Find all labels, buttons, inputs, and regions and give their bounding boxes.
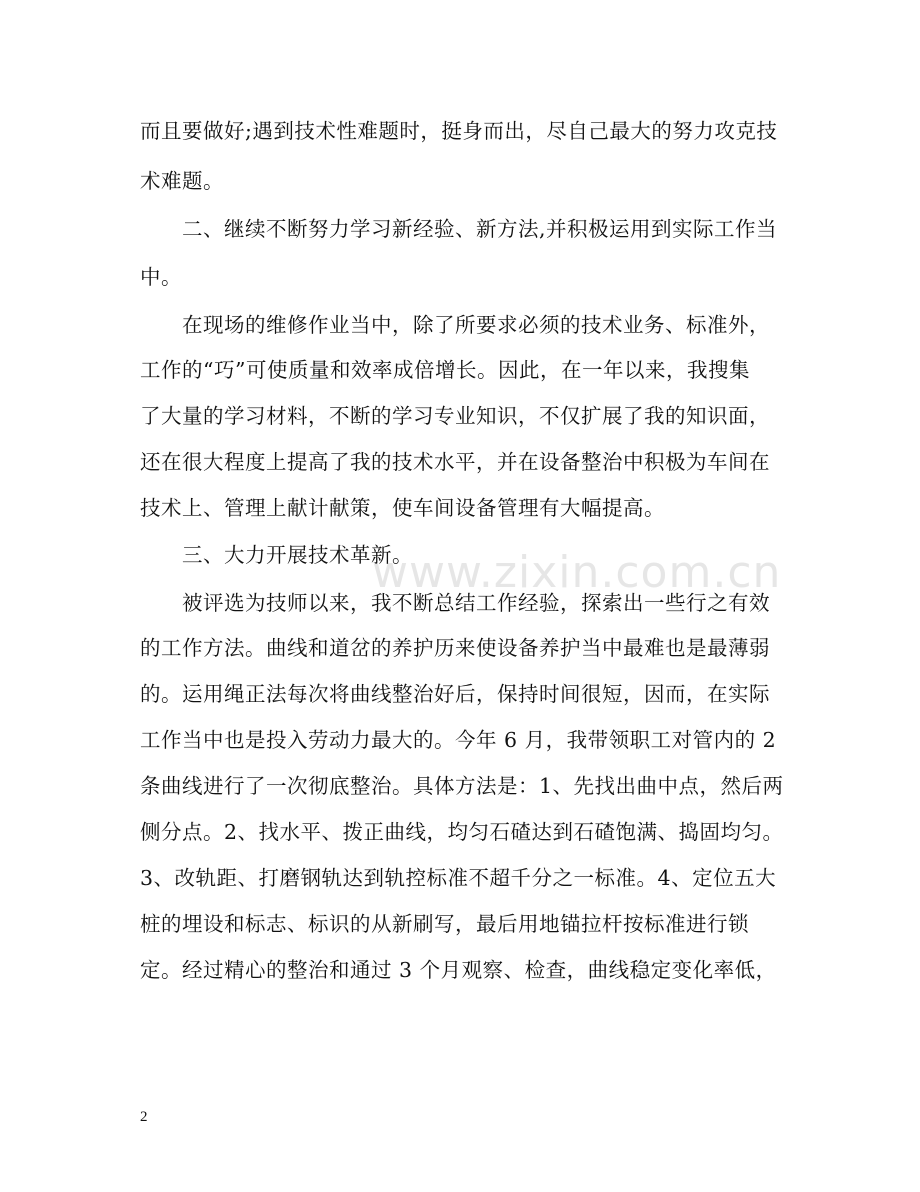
text-line: 工作的“巧”可使质量和效率成倍增长。因此，在一年以来，我搜集 — [140, 358, 750, 382]
section-heading: 三、大力开展技术革新。 — [182, 543, 413, 567]
watermark: www.zixin.com.cn — [372, 547, 782, 598]
text-line: 桩的埋设和标志、标识的从新刷写，最后用地锚拉杆按标准进行锁 — [140, 912, 749, 936]
text-line: 了大量的学习材料，不断的学习专业知识，不仅扩展了我的知识面， — [140, 404, 770, 428]
text-line: 术难题。 — [140, 169, 224, 193]
text-line: 还在很大程度上提高了我的技术水平，并在设备整治中积极为车间在 — [140, 450, 770, 474]
text-line: 的工作方法。曲线和道岔的养护历来使设备养护当中最难也是最薄弱 — [140, 636, 770, 660]
text-line: 技术上、管理上献计献策，使车间设备管理有大幅提高。 — [140, 496, 665, 520]
paragraph-start: 在现场的维修作业当中，除了所要求必须的技术业务、标准外， — [182, 313, 770, 337]
text-line: 定。经过精心的整治和通过 3 个月观察、检查，曲线稳定变化率低， — [140, 958, 777, 982]
text-line: 的。运用绳正法每次将曲线整治好后，保持时间很短，因而，在实际 — [140, 682, 770, 706]
text-line: 而且要做好;遇到技术性难题时，挺身而出，尽自己最大的努力攻克技 — [140, 119, 778, 143]
text-line: 中。 — [140, 265, 182, 289]
paragraph-start: 被评选为技师以来，我不断总结工作经验，探索出一些行之有效 — [182, 591, 770, 615]
section-heading: 二、继续不断努力学习新经验、新方法,并积极运用到实际工作当 — [182, 217, 778, 241]
text-line: 侧分点。2、找水平、拨正曲线，均匀石碴达到石碴饱满、捣固均匀。 — [140, 820, 784, 844]
text-line: 条曲线进行了一次彻底整治。具体方法是：1、先找出曲中点，然后两 — [140, 774, 784, 798]
text-line: 工作当中也是投入劳动力最大的。今年 6 月，我带领职工对管内的 2 — [140, 728, 777, 752]
text-line: 3、改轨距、打磨钢轨达到轨控标准不超千分之一标准。4、定位五大 — [140, 866, 777, 890]
page-number: 2 — [140, 1109, 148, 1125]
